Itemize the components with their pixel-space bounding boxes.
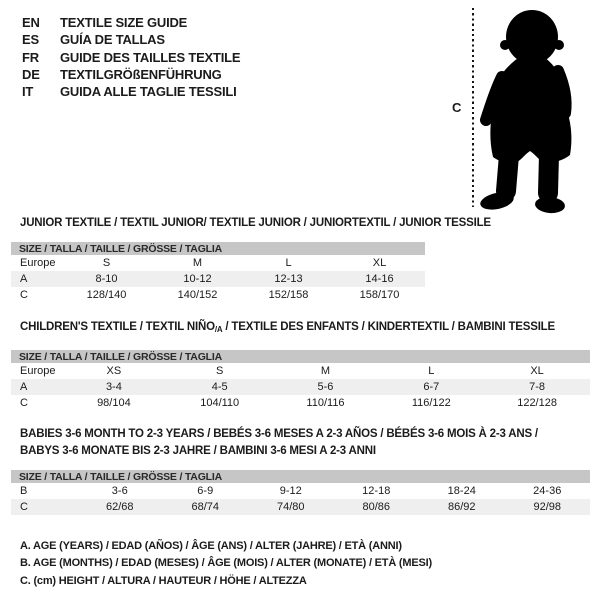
language-label: GUÍA DE TALLAS — [60, 32, 165, 48]
age-cell: 4-5 — [211, 381, 228, 393]
legend-footnotes — [20, 538, 432, 590]
age-cell: 6-9 — [197, 485, 214, 497]
size-cell: S — [216, 365, 224, 377]
baby-silhouette-icon — [478, 5, 593, 215]
children-title-post: / TEXTILE DES ENFANTS / KINDERTEXTIL / BAMBINI TESSILE — [222, 321, 555, 333]
row-label: A — [20, 273, 28, 285]
height-cell: 140/152 — [177, 289, 218, 301]
size-cell: S — [102, 257, 111, 269]
age-cell: 9-12 — [279, 485, 302, 497]
size-header-bar: SIZE / TALLA / TAILLE / GRÖSSE / TAGLIA — [11, 350, 590, 363]
table-row-b — [11, 483, 590, 499]
size-header-bar: SIZE / TALLA / TAILLE / GRÖSSE / TAGLIA — [11, 242, 425, 255]
footnote-b: B. AGE (MONTHS) / EDAD (MESES) / ÂGE (MOIS) / ALTER (MONATE) / ETÀ (MESI) — [20, 557, 432, 570]
height-cell: 86/92 — [447, 501, 476, 513]
baby-figure — [450, 0, 600, 215]
size-header-bar: SIZE / TALLA / TAILLE / GRÖSSE / TAGLIA — [11, 470, 590, 483]
height-cell: 104/110 — [200, 397, 240, 409]
language-label: TEXTILGRÖßENFÜHRUNG — [60, 67, 222, 83]
height-cell: 152/158 — [268, 289, 309, 301]
language-row-it — [22, 83, 240, 100]
language-label: TEXTILE SIZE GUIDE — [60, 15, 188, 31]
size-cell: XL — [530, 365, 544, 377]
babies-title-line1: BABIES 3-6 MONTH TO 2-3 YEARS / BEBÉS 3-6 MESES A 2-3 AÑOS / BÉBÉS 3-6 MOIS À 2-3 ANS / — [20, 428, 538, 440]
language-code: DE — [22, 67, 40, 83]
language-row-en — [22, 14, 240, 31]
language-code: IT — [22, 84, 34, 100]
children-size-table — [11, 350, 590, 411]
language-code: ES — [22, 32, 39, 48]
babies-table-title — [20, 426, 538, 459]
footnote-c: C. (cm) HEIGHT / ALTURA / HAUTEUR / HÖHE / ALTEZZA — [20, 574, 307, 587]
height-cell: 158/170 — [359, 289, 400, 301]
language-label: GUIDA ALLE TAGLIE TESSILI — [60, 84, 237, 100]
age-cell: 8-10 — [95, 273, 118, 285]
table-row-europe — [11, 363, 590, 379]
language-code: EN — [22, 15, 40, 31]
size-cell: XL — [372, 257, 387, 269]
children-table-title — [20, 321, 555, 334]
size-cell: XS — [106, 365, 122, 377]
babies-size-table — [11, 470, 590, 515]
age-cell: 24-36 — [533, 485, 562, 497]
row-label: A — [20, 381, 28, 393]
height-cell: 122/128 — [517, 397, 557, 409]
language-label: GUIDE DES TAILLES TEXTILE — [60, 49, 241, 65]
row-label: C — [20, 501, 28, 513]
age-cell: 6-7 — [423, 381, 440, 393]
junior-table-title: JUNIOR TEXTILE / TEXTIL JUNIOR/ TEXTILE JUNIOR / JUNIORTEXTIL / JUNIOR TESSILE — [20, 217, 491, 229]
size-cell: L — [285, 257, 292, 269]
row-label: Europe — [20, 257, 56, 269]
row-label: Europe — [20, 365, 56, 377]
age-cell: 18-24 — [447, 485, 476, 497]
language-title-list — [22, 14, 240, 100]
footnote-a: A. AGE (YEARS) / EDAD (AÑOS) / ÂGE (ANS) / ALTER (JAHRE) / ETÀ (ANNI) — [20, 540, 402, 552]
height-cell: 62/68 — [105, 501, 134, 513]
age-cell: 12-13 — [274, 273, 303, 285]
language-row-fr — [22, 49, 240, 66]
age-cell: 3-6 — [111, 485, 128, 497]
size-cell: L — [428, 365, 435, 377]
size-cell: M — [192, 257, 203, 269]
row-label: C — [20, 289, 28, 301]
table-row-c — [11, 395, 590, 411]
age-cell: 10-12 — [183, 273, 212, 285]
table-row-europe — [11, 255, 425, 271]
children-title-pre: CHILDREN'S TEXTILE / TEXTIL NIÑO — [20, 321, 215, 333]
height-cell: 128/140 — [86, 289, 127, 301]
height-cell: 116/122 — [411, 397, 451, 409]
height-dimension-line — [472, 8, 474, 207]
age-cell: 7-8 — [529, 381, 546, 393]
age-cell: 14-16 — [365, 273, 394, 285]
table-row-a — [11, 379, 590, 395]
size-cell: M — [320, 365, 331, 377]
age-cell: 3-4 — [105, 381, 122, 393]
language-code: FR — [22, 49, 39, 65]
language-row-es — [22, 31, 240, 48]
height-cell: 110/116 — [306, 397, 345, 409]
height-cell: 74/80 — [276, 501, 305, 513]
height-cell: 68/74 — [191, 501, 220, 513]
children-title-sub: /A — [214, 325, 223, 334]
height-dimension-label: C — [452, 100, 462, 115]
junior-size-table — [11, 242, 425, 303]
height-cell: 80/86 — [362, 501, 391, 513]
height-cell: 98/104 — [97, 397, 131, 409]
language-row-de — [22, 66, 240, 83]
age-cell: 12-18 — [362, 485, 391, 497]
row-label: B — [20, 485, 28, 497]
babies-title-line2: BABYS 3-6 MONATE BIS 2-3 JAHRE / BAMBINI 3-6 MESI A 2-3 ANNI — [20, 444, 376, 457]
row-label: C — [20, 397, 28, 409]
age-cell: 5-6 — [317, 381, 334, 393]
table-row-c — [11, 499, 590, 515]
table-row-a — [11, 271, 425, 287]
height-cell: 92/98 — [533, 501, 562, 513]
table-row-c — [11, 287, 425, 303]
